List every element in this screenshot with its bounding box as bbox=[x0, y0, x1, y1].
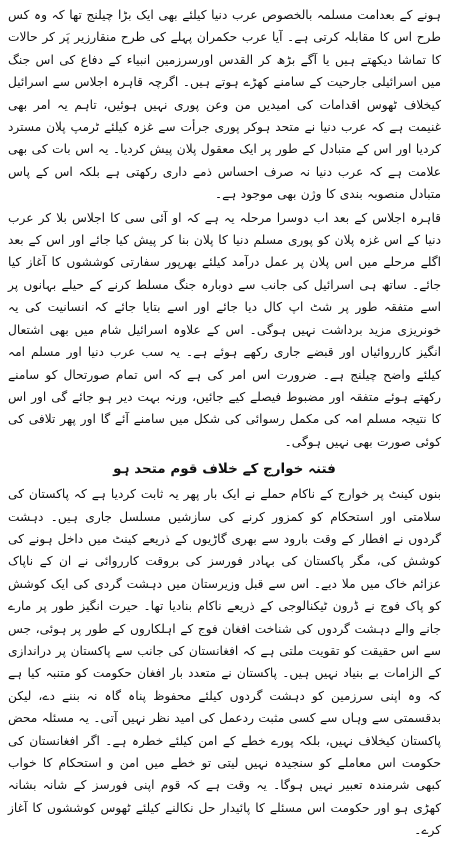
article-paragraph-1: ہونے کے بعدامت مسلمہ بالخصوص عرب دنیا کیلئے بھی ایک بڑا چیلنج تھا کہ وہ کس طرح اس کا مقابلہ کرتی ہے۔ آیا عرب حکمران پہلے کی طرح منقارزیر پَر کر حالات کا تماشا دیکھتے ہیں یا آگے بڑھ کر القدس اورسرزمین انبیاء کے دفاع کی اس جنگ میں اسرائیلی جارحیت کے سامنے کھڑے ہوتے ہیں۔ اگرچہ قاہرہ اجلاس سے اسرائیل کیخلاف ٹھوس اقدامات کی امیدیں من وعن پوری نہیں ہوئیں، تاہم یہ امر بھی غنیمت ہے کہ عرب دنیا نے متحد ہوکر پوری جرأت سے غزہ کیلئے ٹرمپ پلان مسترد کردیا اور اس کے متبادل کے طور پر ایک معقول پلان پیش کردیا۔ یہ اس بات کی بھی علامت ہے کہ عرب دنیا نہ صرف احساس ذمے داری رکھتی ہے بلکہ اس کے پاس متبادل منصوبہ بندی کا وژن بھی موجود ہے۔ bbox=[8, 8, 441, 202]
article-paragraph-3: بنوں کینٹ پر خوارج کے ناکام حملے نے ایک بار پھر یہ ثابت کردیا ہے کہ پاکستان کی سلامتی اور استحکام کو کمزور کرنے کی سازشیں مسلسل جاری ہیں۔ دہشت گردوں نے افطار کے وقت بارود سے بھری گاڑیوں کے ذریعے کینٹ میں داخل ہونے کی کوشش کی، مگر پاکستان کی بہادر فورسز کی بروقت کارروائی نے ان کے ناپاک عزائم خاک میں ملا دیے۔ اس سے قبل وزیرستان میں دہشت گردی کی ایک کوشش کو پاک فوج نے ڈرون ٹیکنالوجی کے ذریعے ناکام بنادیا تھا۔ حیرت انگیز طور پر مارے جانے والے دہشت گردوں کی شناخت افغان فوج کے اہلکاروں کے طور پر ہوئی، جس سے اس حقیقت کو تقویت ملتی ہے کہ افغانستان کی جانب سے پاکستان پر دراندازی کے الزامات بے بنیاد نہیں ہیں۔ پاکستان نے متعدد بار افغان حکومت کو متنبہ کیا ہے کہ وہ اپنی سرزمین کو دہشت گردوں کیلئے محفوظ پناہ گاہ نہ بننے دے، لیکن بدقسمتی سے وہاں سے کسی مثبت ردعمل کی امید نظر نہیں آتی۔ یہ مسئلہ محض پاکستان کیخلاف نہیں، بلکہ پورے خطے کے امن کیلئے خطرہ ہے۔ اگر افغانستان کی حکومت اس معاملے کو سنجیدہ نہیں لیتی تو خطے میں امن و استحکام کا خواب کبھی شرمندہ تعبیر نہیں ہوگا۔ یہ وقت ہے کہ قوم اپنی فورسز کے شانہ بشانہ کھڑی ہو اور حکومت اس مسئلے کا پائیدار حل نکالنے کیلئے ٹھوس کوششوں کا آغاز کرے۔ bbox=[8, 487, 441, 838]
article-paragraph-2: قاہرہ اجلاس کے بعد اب دوسرا مرحلہ یہ ہے کہ او آئی سی کا اجلاس بلا کر عرب دنیا کے اس غزہ پلان کو پوری مسلم دنیا کا پلان بنا کر پیش کیا جائے اور اس کے بعد اگلے مرحلے میں اس پلان پر عمل درآمد کیلئے بھرپور سفارتی کوششوں کا آغاز کیا جائے۔ ساتھ ہی اسرائیل کی جانب سے دوبارہ جنگ مسلط کرنے کے حیلے بہانوں پر اسے متفقہ طور پر شٹ اپ کال دیا جائے اور اسے بتایا جائے کہ انسانیت کی یہ خونریزی مزید برداشت نہیں ہوگی۔ اس کے علاوہ اسرائیل شام میں بھی اشتعال انگیز کارروائیاں اور قبضے جاری رکھے ہوئے ہے۔ یہ سب عرب دنیا اور مسلم امہ کیلئے واضح چیلنج ہے۔ ضرورت اس امر کی ہے کہ اس تمام صورتحال کو سامنے رکھتے ہوئے متفقہ اور مضبوط فیصلے کیے جائیں، ورنہ بہت دیر ہو جائے گی اور اس کا نتیجہ مسلم امہ کی مکمل رسوائی کی شکل میں سامنے آئے گا اور پھر تلافی کی کوئی صورت بھی نہیں ہوگی۔ bbox=[8, 210, 441, 449]
section-heading: فتنہ خوارج کے خلاف قوم متحد ہو bbox=[113, 461, 336, 478]
